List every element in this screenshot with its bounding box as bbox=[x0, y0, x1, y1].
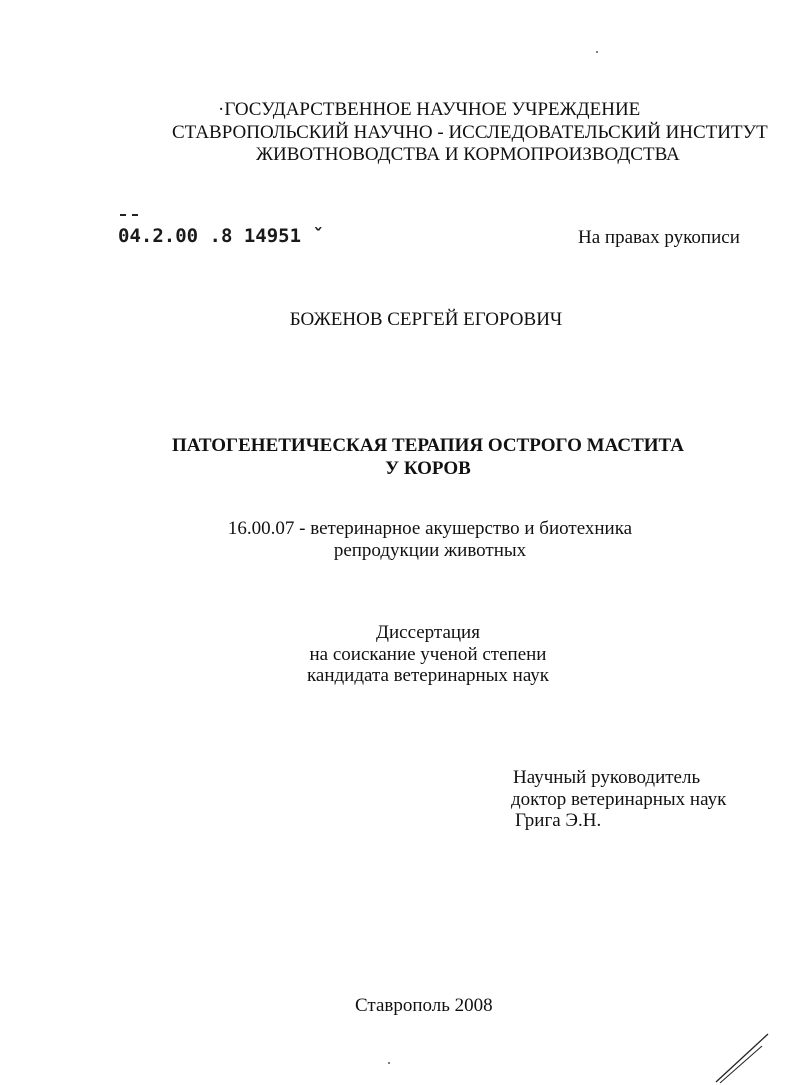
specialty-line-2: репродукции животных bbox=[333, 540, 527, 561]
institution-line-1: ·ГОСУДАРСТВЕННОЕ НАУЧНОЕ УЧРЕЖДЕНИЕ bbox=[218, 99, 641, 120]
dissertation-title-line-1: ПАТОГЕНЕТИЧЕСКАЯ ТЕРАПИЯ ОСТРОГО МАСТИТА bbox=[172, 435, 684, 456]
supervisor-degree: доктор ветеринарных наук bbox=[511, 789, 727, 810]
degree-line-3: кандидата ветеринарных наук bbox=[306, 665, 550, 686]
author-name: БОЖЕНОВ СЕРГЕЙ ЕГОРОВИЧ bbox=[289, 309, 563, 330]
institution-line-2: СТАВРОПОЛЬСКИЙ НАУЧНО - ИССЛЕДОВАТЕЛЬСКИЙ ИНСТИТУТ bbox=[172, 122, 768, 143]
scan-speck bbox=[596, 51, 598, 53]
rights-note: На правах рукописи bbox=[578, 227, 740, 248]
pen-stroke-mark bbox=[710, 1030, 780, 1085]
stamp-mark bbox=[120, 214, 138, 220]
degree-line-1: Диссертация bbox=[376, 622, 480, 643]
pen-stroke-line-2 bbox=[720, 1046, 762, 1083]
institution-line-3: ЖИВОТНОВОДСТВА И КОРМОПРОИЗВОДСТВА bbox=[256, 144, 680, 165]
supervisor-label: Научный руководитель bbox=[513, 767, 701, 788]
scan-speck bbox=[388, 1062, 390, 1064]
dissertation-title-line-2: У КОРОВ bbox=[385, 458, 471, 479]
place-year: Ставрополь 2008 bbox=[355, 995, 493, 1016]
pen-stroke-line-1 bbox=[716, 1034, 768, 1082]
specialty-line-1: 16.00.07 - ветеринарное акушерство и биотехника bbox=[227, 518, 633, 539]
supervisor-name: Грига Э.Н. bbox=[515, 810, 602, 831]
degree-line-2: на соискание ученой степени bbox=[309, 644, 547, 665]
registration-number: 04.2.00 .8 14951 ˇ bbox=[118, 225, 324, 247]
